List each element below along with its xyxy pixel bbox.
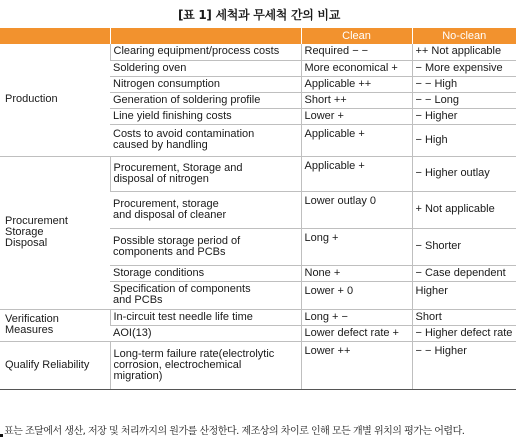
table-caption: 표는 조달에서 생산, 저장 및 처리까지의 원가를 산정한다. 제조상의 차이로 인해 모든 개별 위치의 평가는 어렵다.	[4, 426, 465, 437]
row-item: Procurement, Storage and disposal of nitrogen	[110, 156, 301, 191]
row-item: Costs to avoid contamination caused by handling	[110, 124, 301, 156]
row-clean-value: Applicable ++	[301, 76, 412, 92]
row-clean-value: Long + −	[301, 309, 412, 325]
table-title: [표 1] 세척과 무세척 간의 비교	[177, 8, 341, 22]
table-row	[0, 44, 516, 60]
row-item: AOI(13)	[110, 325, 301, 341]
row-clean-value: Long +	[301, 228, 412, 265]
row-clean-value: Lower outlay 0	[301, 191, 412, 228]
table-row	[0, 156, 516, 191]
row-noclean-value: − Higher	[412, 108, 516, 124]
table-header-row	[0, 28, 516, 44]
row-noclean-value: Higher	[412, 281, 516, 309]
group-procurement: Procurement Storage Disposal	[0, 156, 110, 309]
row-noclean-value: − Shorter	[412, 228, 516, 265]
group-quality: Qualify Reliability	[0, 341, 110, 389]
row-noclean-value: Short	[412, 309, 516, 325]
header-blank-cell	[110, 28, 301, 44]
table-row	[0, 309, 516, 325]
row-item: Long-term failure rate(electrolytic corrosion, electrochemical migration)	[110, 341, 301, 389]
row-clean-value: Lower defect rate +	[301, 325, 412, 341]
row-clean-value: Short ++	[301, 92, 412, 108]
header-noclean: No-clean	[412, 28, 516, 44]
row-clean-value: Lower ++	[301, 341, 412, 389]
header-clean: Clean	[301, 28, 412, 44]
row-noclean-value: − Case dependent	[412, 265, 516, 281]
row-noclean-value: ++ Not applicable	[412, 44, 516, 60]
group-verification: Verification Measures	[0, 309, 110, 341]
row-item: In-circuit test needle life time	[110, 309, 301, 325]
row-noclean-value: − − Higher	[412, 341, 516, 389]
row-item: Line yield finishing costs	[110, 108, 301, 124]
row-clean-value: Applicable +	[301, 156, 412, 191]
row-item: Possible storage period of components and PCBs	[110, 228, 301, 265]
table-row	[0, 341, 516, 389]
row-item: Procurement, storage and disposal of cleaner	[110, 191, 301, 228]
row-clean-value: Lower + 0	[301, 281, 412, 309]
row-noclean-value: + Not applicable	[412, 191, 516, 228]
row-item: Storage conditions	[110, 265, 301, 281]
row-clean-value: Lower +	[301, 108, 412, 124]
comparison-table	[0, 28, 516, 390]
row-item: Specification of components and PCBs	[110, 281, 301, 309]
row-noclean-value: − More expensive	[412, 60, 516, 76]
row-noclean-value: − High	[412, 124, 516, 156]
row-item: Clearing equipment/process costs	[110, 44, 301, 60]
row-clean-value: Required − −	[301, 44, 412, 60]
row-noclean-value: − Higher defect rate	[412, 325, 516, 341]
row-clean-value: More economical +	[301, 60, 412, 76]
row-item: Nitrogen consumption	[110, 76, 301, 92]
row-noclean-value: − − Long	[412, 92, 516, 108]
header-blank-cell	[0, 28, 110, 44]
row-clean-value: None +	[301, 265, 412, 281]
row-clean-value: Applicable +	[301, 124, 412, 156]
row-item: Generation of soldering profile	[110, 92, 301, 108]
corner-mark	[0, 434, 3, 437]
row-item: Soldering oven	[110, 60, 301, 76]
row-noclean-value: − − High	[412, 76, 516, 92]
group-production: Production	[0, 44, 110, 156]
row-noclean-value: − Higher outlay	[412, 156, 516, 191]
